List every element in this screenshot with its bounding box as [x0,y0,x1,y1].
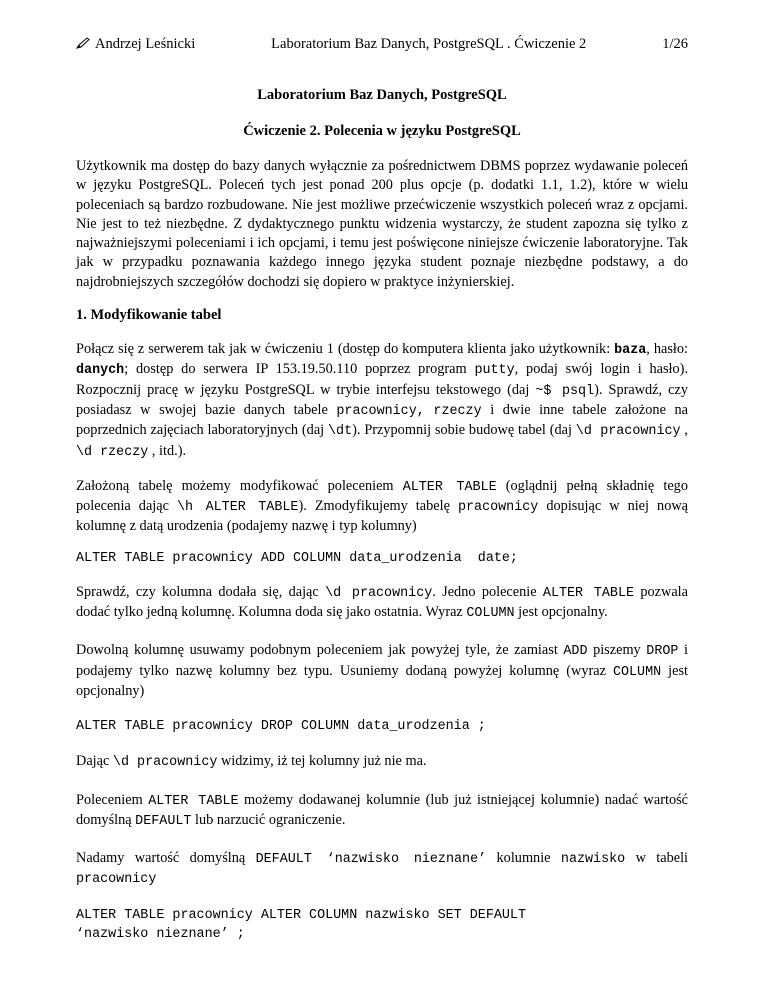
inline-code: \d pracownicy [325,585,433,601]
inline-code: rzeczy [433,403,482,419]
paragraph-check-column [76,583,688,624]
intro-paragraph: Użytkownik ma dostęp do bazy danych wyłącznie za pośrednictwem DBMS poprzez wydawanie poleceń w języku PostgreSQL. Poleceń tych jest ponad 200 plus opcje (p. dodatki 1.1, 1.2), które w wielu poleceniach są bardzo rozbudowane. Nie jest możliwe przećwiczenie wszystkich poleceń wraz z opcjami. Nie jest to też niezbędne. Z dydaktycznego punktu widzenia wystarczy, że student zapozna się tylko z najważniejszymi poleceniami i ich opcjami, i temu jest poświęcone niniejsze ćwiczenie laboratoryjne. Tak jak w przypadku poznawania każdego innego języka student poznaje niezbędne podstawy, a do najdrobniejszych szczegółów dochodzi się dopiero w praktyce inżynierskiej. [76,158,688,290]
code-block [76,906,688,944]
code-line: ALTER TABLE pracownicy ALTER COLUMN nazwisko SET DEFAULT [76,907,526,923]
text: , hasło: [646,341,688,358]
text: dopisując w niej nową kolumnę z datą urodzenia (podajemy nazwę i typ kolumny) [76,498,689,535]
pencil-icon [76,37,90,49]
inline-code: \dt [328,424,353,440]
password-value: danych [76,363,125,379]
text: i dwie inne tabele założone na poprzednich zajęciach laboratoryjnych (daj [76,401,689,439]
inline-code: \d rzeczy [76,444,149,460]
text: ). Sprawdź, czy posiadasz w swojej bazie danych tabele [76,381,688,418]
paragraph-connect [76,340,688,462]
text: jest opcjonalny. [514,604,608,621]
text: , [680,422,688,439]
text: ). Przypomnij sobie budowę tabel (daj [352,422,576,439]
text: Dając [76,753,113,770]
inline-code: \d pracownicy [112,755,218,771]
paragraph-alter-table [76,477,688,537]
inline-code: putty [474,363,515,379]
text: możemy dodawanej kolumnie (lub już istniejącej kolumnie) nadać wartość domyślną [76,791,688,828]
inline-code: DEFAULT ‘nazwisko nieznane’ [255,852,487,868]
inline-code: pracownicy [457,500,539,516]
text: Poleceniem [76,791,149,808]
text: lub narzucić ograniczenie. [191,811,346,828]
text: jest opcjonalny) [76,662,688,699]
text: pozwala dodać tylko jedną kolumnę. Kolumna doda się jako ostatnia. Wyraz [76,583,688,621]
inline-code: nazwisko [560,852,626,868]
paragraph-column-gone [76,752,688,772]
text: Założoną tabelę możemy modyfikować poleceniem [76,477,403,494]
inline-code: ALTER TABLE [542,585,635,601]
inline-code: ALTER TABLE [148,793,239,809]
author-name: Andrzej Leśnicki [95,36,196,52]
header-course: Laboratorium Baz Danych, PostgreSQL . Ćwiczenie 2 [271,36,587,52]
paragraph-default-value [76,791,688,832]
text: ). Zmodyfikujemy tabelę [298,498,458,515]
inline-code: ALTER TABLE [402,479,497,495]
document-title: Laboratorium Baz Danych, PostgreSQL [257,87,507,103]
inline-code: ~$ psql [535,383,595,399]
text: . Jedno polecenie [432,583,543,600]
text: , itd.). [148,442,187,459]
page-header [76,36,688,58]
inline-code: ADD [563,644,588,660]
text: ; dostęp do serwera IP 153.19.50.110 poprzez program [124,361,475,378]
document-subtitle: Ćwiczenie 2. Polecenia w języku PostgreSQL [243,123,521,139]
inline-code: COLUMN [466,606,515,622]
text: widzimy, iż tej kolumny już nie ma. [217,753,427,770]
text: piszemy [587,642,647,659]
header-author [76,36,195,53]
document-page [76,36,688,944]
inline-code: DEFAULT [135,813,192,829]
text: (oglądnij pełną składnię tego polecenia dając [76,477,688,515]
inline-code: COLUMN [612,664,662,680]
code-block: ALTER TABLE pracownicy DROP COLUMN data_urodzenia ; [76,719,486,735]
inline-code: pracownicy, [336,403,425,419]
inline-code: pracownicy [76,872,157,888]
page-number: 1/26 [662,36,688,52]
text: i podajemy tylko nazwę kolumny bez typu. Usuniemy dodaną powyżej kolumnę (wyraz [76,642,689,679]
code-block: ALTER TABLE pracownicy ADD COLUMN data_urodzenia date; [76,550,518,566]
text: w tabeli [625,850,689,867]
text: Dowolną kolumnę usuwamy podobnym poleceniem jak powyżej tyle, że zamiast [76,642,564,659]
text: , podaj swój login i hasło). Rozpocznij pracę w języku PostgreSQL w trybie interfejsu tekstowego (daj [76,361,689,398]
paragraph-set-default [76,849,688,890]
text: Sprawdź, czy kolumna dodała się, dając [76,583,326,600]
section-heading: 1. Modyfikowanie tabel [76,307,222,324]
inline-code: DROP [646,644,679,660]
text: Nadamy wartość domyślną [76,850,256,867]
inline-code: \d pracownicy [575,424,681,440]
paragraph-drop-column [76,641,688,701]
text: kolumnie [486,850,561,867]
code-line: ‘nazwisko nieznane’ ; [76,926,245,942]
inline-code: \h ALTER TABLE [177,500,299,516]
text: Połącz się z serwerem tak jak w ćwiczeniu 1 (dostęp do komputera klienta jako użytkownik: [76,341,615,358]
login-value: baza [614,343,647,359]
